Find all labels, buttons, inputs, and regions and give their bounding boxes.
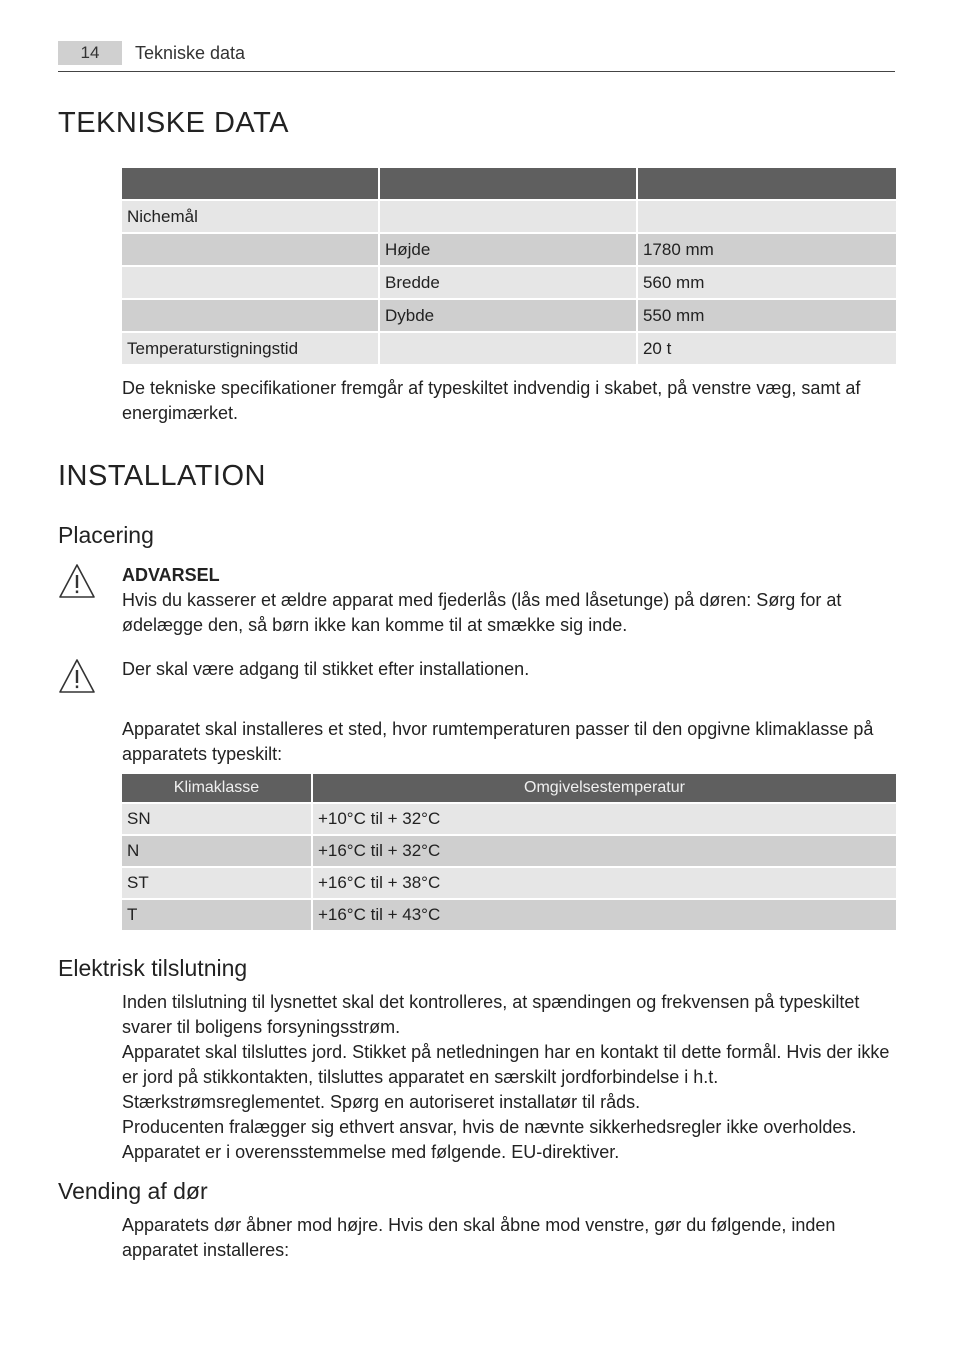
table-row — [122, 300, 896, 331]
table-cell: 560 mm — [638, 267, 896, 298]
table-row — [122, 900, 896, 930]
table-cell — [122, 300, 378, 331]
tech-note: De tekniske specifikationer fremgår af typeskiltet indvendig i skabet, på venstre væg, samt af energimærket. — [122, 378, 861, 423]
vending-text: Apparatets dør åbner mod højre. Hvis den skal åbne mod venstre, gør du følgende, inden apparatet installeres: — [122, 1215, 836, 1260]
table-row — [122, 333, 896, 364]
page-number: 14 — [58, 41, 122, 65]
table-cell: 20 t — [638, 333, 896, 364]
table-cell — [638, 201, 896, 232]
header-klimaklasse: Klimaklasse — [122, 774, 311, 802]
warning-triangle-icon — [58, 658, 96, 694]
running-header-title: Tekniske data — [135, 43, 246, 63]
table-cell — [380, 201, 636, 232]
table-cell: SN — [122, 804, 311, 834]
table-cell: Højde — [380, 234, 636, 265]
table-cell: Temperaturstigningstid — [122, 333, 378, 364]
vending-heading: Vending af dør — [58, 1178, 208, 1204]
table-row — [122, 804, 896, 834]
paragraph: Apparatet er i overensstemmelse med følgende. EU-direktiver. — [122, 1142, 620, 1162]
header-omgivelsestemperatur: Omgivelsestemperatur — [313, 774, 896, 802]
table-cell: +16°C til + 43°C — [313, 900, 896, 930]
warning-triangle-icon — [58, 563, 96, 599]
climate-class-table — [120, 772, 898, 932]
table-cell: +16°C til + 32°C — [313, 836, 896, 866]
warning-title: ADVARSEL — [122, 565, 220, 585]
table-cell: ST — [122, 868, 311, 898]
page-header — [58, 41, 895, 72]
table-cell: 550 mm — [638, 300, 896, 331]
table-header-cell — [380, 168, 636, 199]
table-header-row — [122, 168, 896, 199]
table-cell: 1780 mm — [638, 234, 896, 265]
elektrisk-text — [122, 990, 896, 1165]
table-cell — [122, 234, 378, 265]
table-cell: Dybde — [380, 300, 636, 331]
table-cell: Bredde — [380, 267, 636, 298]
tech-data-table — [120, 166, 898, 366]
table-header-row — [122, 774, 896, 802]
paragraph: Apparatet skal tilsluttes jord. Stikket på netledningen har en kontakt til dette formål. Hvis der ikke er jord på stikkontakten, tilsluttes apparatet en særskilt jordforbindelse i h.t. Stærkstrømsreglementet. Spørg en autoriseret installatør til råds. — [122, 1042, 890, 1112]
paragraph: Producenten fralægger sig ethvert ansvar, hvis de nævnte sikkerhedsregler ikke overholdes. — [122, 1117, 857, 1137]
table-row — [122, 234, 896, 265]
warning-text-stik: Der skal være adgang til stikket efter installationen. — [122, 659, 530, 679]
table-cell: +10°C til + 32°C — [313, 804, 896, 834]
table-row — [122, 836, 896, 866]
placering-heading: Placering — [58, 522, 154, 548]
tekniske-data-heading: TEKNISKE DATA — [58, 107, 290, 139]
table-row — [122, 267, 896, 298]
warning-block-advarsel — [122, 563, 896, 638]
warning-text: Hvis du kasserer et ældre apparat med fjederlås (lås med låsetunge) på døren: Sørg for at ødelægge den, så børn ikke kan komme til at smække sig inde. — [122, 590, 842, 635]
table-header-cell — [122, 168, 378, 199]
climate-intro: Apparatet skal installeres et sted, hvor rumtemperaturen passer til den opgivne klimaklasse på apparatets typeskilt: — [122, 719, 874, 764]
elektrisk-heading: Elektrisk tilslutning — [58, 955, 248, 981]
installation-heading: INSTALLATION — [58, 460, 266, 492]
table-header-cell — [638, 168, 896, 199]
table-cell: Nichemål — [122, 201, 378, 232]
table-cell — [380, 333, 636, 364]
table-cell: N — [122, 836, 311, 866]
table-cell — [122, 267, 378, 298]
table-row — [122, 868, 896, 898]
paragraph: Inden tilslutning til lysnettet skal det kontrolleres, at spændingen og frekvensen på typeskiltet svarer til boligens forsyningsstrøm. — [122, 992, 860, 1037]
table-cell: +16°C til + 38°C — [313, 868, 896, 898]
table-cell: T — [122, 900, 311, 930]
table-row — [122, 201, 896, 232]
